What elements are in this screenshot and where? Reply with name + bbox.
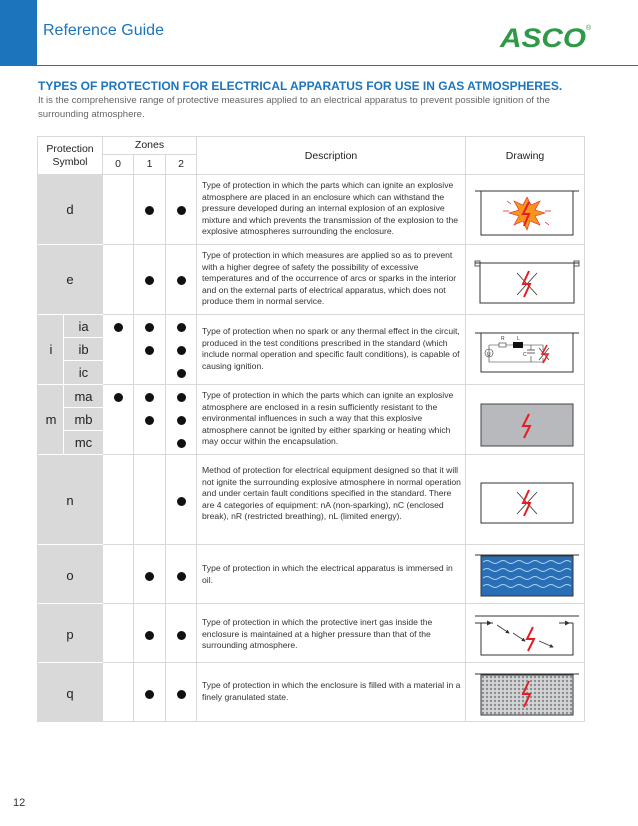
flameproof-enclosure-icon <box>473 185 581 241</box>
encapsulation-icon <box>473 402 581 450</box>
zone-dot <box>177 497 186 506</box>
header-drawing: Drawing <box>505 150 545 162</box>
zone-dot <box>177 276 186 285</box>
symbol-ia: ia <box>78 319 89 334</box>
zone-dot <box>177 690 186 699</box>
zone-dot <box>177 206 186 215</box>
zone-dot <box>177 572 186 581</box>
symbol-row-divider <box>38 454 103 455</box>
header-description: Description <box>304 150 358 162</box>
i-subrow-divider <box>63 360 103 361</box>
page-number: 12 <box>13 797 26 809</box>
row-p-zone0 <box>103 604 133 662</box>
header-zone1: 1 <box>146 158 153 170</box>
symbol-row-divider <box>38 384 103 385</box>
pressurization-icon <box>473 611 581 659</box>
m-subrow-divider <box>63 407 103 408</box>
symbol-i: i <box>49 342 53 357</box>
header-divider <box>37 65 638 66</box>
section-heading: TYPES OF PROTECTION FOR ELECTRICAL APPARATUS FOR USE IN GAS ATMOSPHERES. <box>38 79 563 93</box>
zone-dot <box>145 631 154 640</box>
zone-dot <box>177 346 186 355</box>
row-o-zone0 <box>103 545 133 603</box>
i-subrow-divider <box>63 337 103 338</box>
row-e-zone0 <box>103 245 133 314</box>
circuit-label-u: U <box>487 352 491 358</box>
oil-immersion-icon <box>473 552 581 598</box>
symbol-e: e <box>66 272 74 287</box>
circuit-label-r: R <box>501 336 505 342</box>
description-i: Type of protection when no spark or any thermal effect in the circuit, produced in the test conditions prescribed in the standard (which include normal operation and specific fault conditions), is capable of causing ignition. <box>202 326 460 371</box>
symbol-ic: ic <box>78 365 89 380</box>
description-o: Type of protection in which the electrical apparatus is immersed in oil. <box>202 563 453 585</box>
zone-dot <box>145 323 154 332</box>
description-m: Type of protection in which the parts which can ignite an explosive atmosphere are enclosed in a resin sufficiently resistant to the environmental influences in such a way that this explosive atmosphere cannot be ignited by either sparking or heating which may occur within the encapsulation. <box>202 390 454 447</box>
row-n-zone0 <box>103 455 133 544</box>
header-symbol-line1: Protection <box>46 143 94 155</box>
header-symbol-line2: Symbol <box>52 156 88 168</box>
zone-dot <box>145 690 154 699</box>
description-n: Method of protection for electrical equipment designed so that it will not ignite the surrounding explosive atmosphere in normal operation and under certain fault conditions specified in the standard. There are 4 categories of equipment: nA (non-sparking), nC (enclosed break), nR (restricted breathing), nL (limited energy). <box>202 465 461 522</box>
intrinsic-circuit-icon <box>473 330 581 374</box>
increased-safety-icon <box>473 259 581 307</box>
row-d-zone0 <box>103 175 133 244</box>
symbol-ib: ib <box>78 342 89 357</box>
symbol-mb: mb <box>74 412 93 427</box>
zone-dot <box>114 323 123 332</box>
description-p: Type of protection in which the protective inert gas inside the enclosure is maintained at a higher pressure than that of the surrounding atmosphere. <box>202 617 433 651</box>
symbol-p: p <box>66 627 74 642</box>
zone-dot <box>145 416 154 425</box>
zone-dot <box>114 393 123 402</box>
zone-dot <box>177 369 186 378</box>
header-zones: Zones <box>134 139 165 151</box>
symbol-d: d <box>66 202 74 217</box>
row-n-zone1 <box>134 455 165 544</box>
symbol-n: n <box>66 493 74 508</box>
symbol-ma: ma <box>74 389 93 404</box>
zone-dot <box>145 206 154 215</box>
symbol-row-divider <box>38 603 103 604</box>
description-q: Type of protection in which the enclosure is filled with a material in a finely granulated state. <box>202 680 461 702</box>
zone-dot <box>177 439 186 448</box>
symbol-row-divider <box>38 314 103 315</box>
description-d: Type of protection in which the parts which can ignite an explosive atmosphere are placed in an enclosure which can withstand the pressure developed during an internal explosion of an explosive mixture and which prevents the transmission of the explosion to the explosive atmospheres surrounding the enclosure. <box>202 180 459 237</box>
powder-filling-icon <box>473 671 581 717</box>
zone-dot <box>177 393 186 402</box>
symbol-o: o <box>66 568 74 583</box>
symbol-row-divider <box>38 544 103 545</box>
section-intro: It is the comprehensive range of protective measures applied to an electrical apparatus to prevent possible ignition of the surrounding atmosphere. <box>38 95 550 120</box>
header-zone2: 2 <box>178 158 184 170</box>
zone-dot <box>145 393 154 402</box>
asco-logo-wordmark: ASCO <box>498 23 586 52</box>
asco-logo <box>498 22 594 52</box>
circuit-label-l: L <box>517 336 520 342</box>
zone-dot <box>145 346 154 355</box>
zone-dot <box>177 323 186 332</box>
circuit-label-c: C <box>523 352 527 358</box>
m-subrow-divider <box>63 430 103 431</box>
symbol-row-divider <box>38 662 103 663</box>
symbol-row-divider <box>38 244 103 245</box>
symbol-m: m <box>45 412 57 427</box>
symbol-q: q <box>66 686 74 701</box>
header-zone0: 0 <box>115 158 121 170</box>
zone-dot <box>177 631 186 640</box>
zone-dot <box>145 572 154 581</box>
symbol-mc: mc <box>74 435 93 450</box>
row-q-zone0 <box>103 663 133 721</box>
page-title: Reference Guide <box>43 22 164 39</box>
header-accent-tab <box>0 0 37 66</box>
zone-dot <box>145 276 154 285</box>
registered-mark: ® <box>586 25 592 32</box>
non-sparking-icon <box>473 480 581 528</box>
description-e: Type of protection in which measures are applied so as to prevent with a higher degree of safety the possibility of excessive temperatures and of the occurrence of arcs or sparks in the interior and on the external parts of electrical apparatus, which does not produce them in normal service. <box>202 250 457 307</box>
zone-dot <box>177 416 186 425</box>
